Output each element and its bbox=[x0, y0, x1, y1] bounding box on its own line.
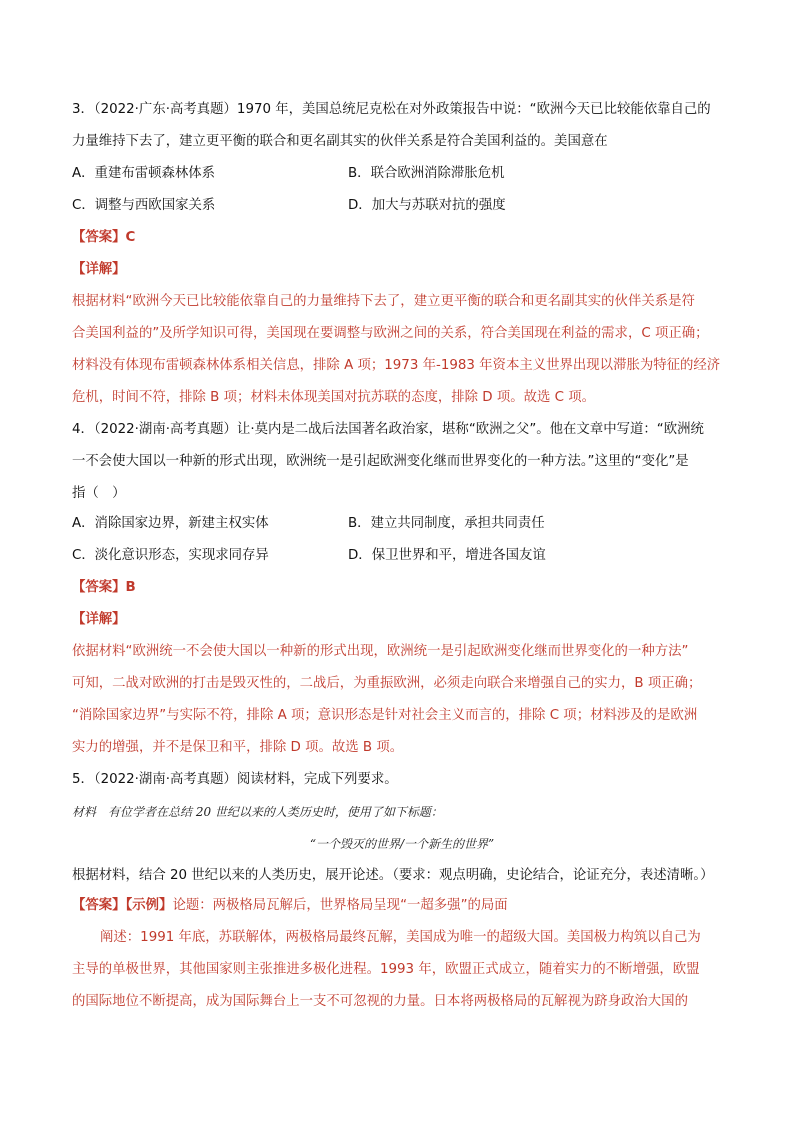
q5-argument-line3: 的国际地位不断提高，成为国际舞台上一支不可忽视的力量。日本将两极格局的瓦解视为跻身政治大国的 bbox=[72, 994, 688, 1009]
q5-answer-line bbox=[72, 896, 732, 916]
q5-answer-label: 【答案】 bbox=[72, 898, 126, 913]
q3-stem-line2: 力量维持下去了，建立更平衡的联合和更名副其实的伙伴关系是符合美国利益的。美国意在 bbox=[72, 134, 608, 149]
q4-explanation-line2: 可知，二战对欧洲的打击是毁灭性的，二战后，为重振欧洲，必须走向联合来增强自己的实力，B 项正确； bbox=[72, 676, 702, 691]
q4-stem-line2: 一不会使大国以一种新的形式出现，欧洲统一是引起欧洲变化继而世界变化的一种方法。”这里的“变化”是 bbox=[72, 454, 689, 469]
q3-answer: 【答案】C bbox=[72, 230, 136, 245]
q5-thesis: 论题：两极格局瓦解后，世界格局呈现“一超多强”的局面 bbox=[172, 898, 508, 913]
q3-option-a: A．重建布雷顿森林体系 bbox=[72, 166, 216, 181]
q4-explanation-line4: 实力的增强，并不是保卫和平，排除 D 项。故选 B 项。 bbox=[72, 740, 404, 755]
q3-option-b: B．联合欧洲消除滞胀危机 bbox=[348, 166, 505, 181]
q4-option-d: D．保卫世界和平，增进各国友谊 bbox=[348, 548, 546, 563]
q4-explanation-line3: “消除国家边界”与实际不符，排除 A 项；意识形态是针对社会主义而言的，排除 C 项；材料涉及的是欧洲 bbox=[72, 708, 698, 723]
q3-option-c: C．调整与西欧国家关系 bbox=[72, 198, 216, 213]
q4-option-b: B．建立共同制度，承担共同责任 bbox=[348, 516, 545, 531]
q3-option-d: D．加大与苏联对抗的强度 bbox=[348, 198, 506, 213]
q4-detail-heading: 【详解】 bbox=[72, 612, 126, 627]
q5-example-label: 【示例】 bbox=[125, 898, 173, 913]
q4-answer: 【答案】B bbox=[72, 580, 136, 595]
q5-requirement: 根据材料，结合 20 世纪以来的人类历史，展开论述。（要求：观点明确，史论结合，论证充分，表述清晰。） bbox=[72, 868, 714, 883]
q5-material-line1: 材料 有位学者在总结 20 世纪以来的人类历史时，使用了如下标题： bbox=[72, 805, 443, 819]
q5-argument-line2: 主导的单极世界，其他国家则主张推进多极化进程。1993 年，欧盟正式成立，随着实力的不断增强，欧盟 bbox=[72, 962, 700, 977]
q3-stem-line1: 3．（2022·广东·高考真题）1970 年，美国总统尼克松在对外政策报告中说：“欧洲今天已比较能依靠自己的 bbox=[72, 102, 711, 117]
q3-explanation-line2: 合美国利益的”及所学知识可得，美国现在要调整与欧洲之间的关系，符合美国现在利益的需求，C 项正确； bbox=[72, 326, 709, 341]
q4-stem-line1: 4．（2022·湖南·高考真题）让·莫内是二战后法国著名政治家，堪称“欧洲之父”。他在文章中写道：“欧洲统 bbox=[72, 422, 704, 437]
q3-explanation-line4: 危机，时间不符，排除 B 项；材料未体现美国对抗苏联的态度，排除 D 项。故选 C 项。 bbox=[72, 390, 596, 405]
q3-detail-heading: 【详解】 bbox=[72, 262, 126, 277]
q3-explanation-line3: 材料没有体现布雷顿森林体系相关信息，排除 A 项；1973 年-1983 年资本主义世界出现以滞胀为特征的经济 bbox=[72, 358, 721, 373]
q4-option-c: C．淡化意识形态，实现求同存异 bbox=[72, 548, 269, 563]
q3-explanation-line1: 根据材料“欧洲今天已比较能依靠自己的力量维持下去了，建立更平衡的联合和更名副其实的伙伴关系是符 bbox=[72, 294, 695, 309]
q5-argument-line1: 阐述：1991 年底，苏联解体，两极格局最终瓦解，美国成为唯一的超级大国。美国极力构筑以自己为 bbox=[100, 930, 701, 945]
q4-explanation-line1: 依据材料“欧洲统一不会使大国以一种新的形式出现，欧洲统一是引起欧洲变化继而世界变化的一种方法” bbox=[72, 644, 689, 659]
q5-stem: 5．（2022·湖南·高考真题）阅读材料，完成下列要求。 bbox=[72, 772, 398, 787]
q5-material-title: “一个毁灭的世界/一个新生的世界” bbox=[309, 837, 495, 851]
q4-stem-line3: 指（ ） bbox=[72, 486, 126, 501]
q4-option-a: A．消除国家边界，新建主权实体 bbox=[72, 516, 269, 531]
